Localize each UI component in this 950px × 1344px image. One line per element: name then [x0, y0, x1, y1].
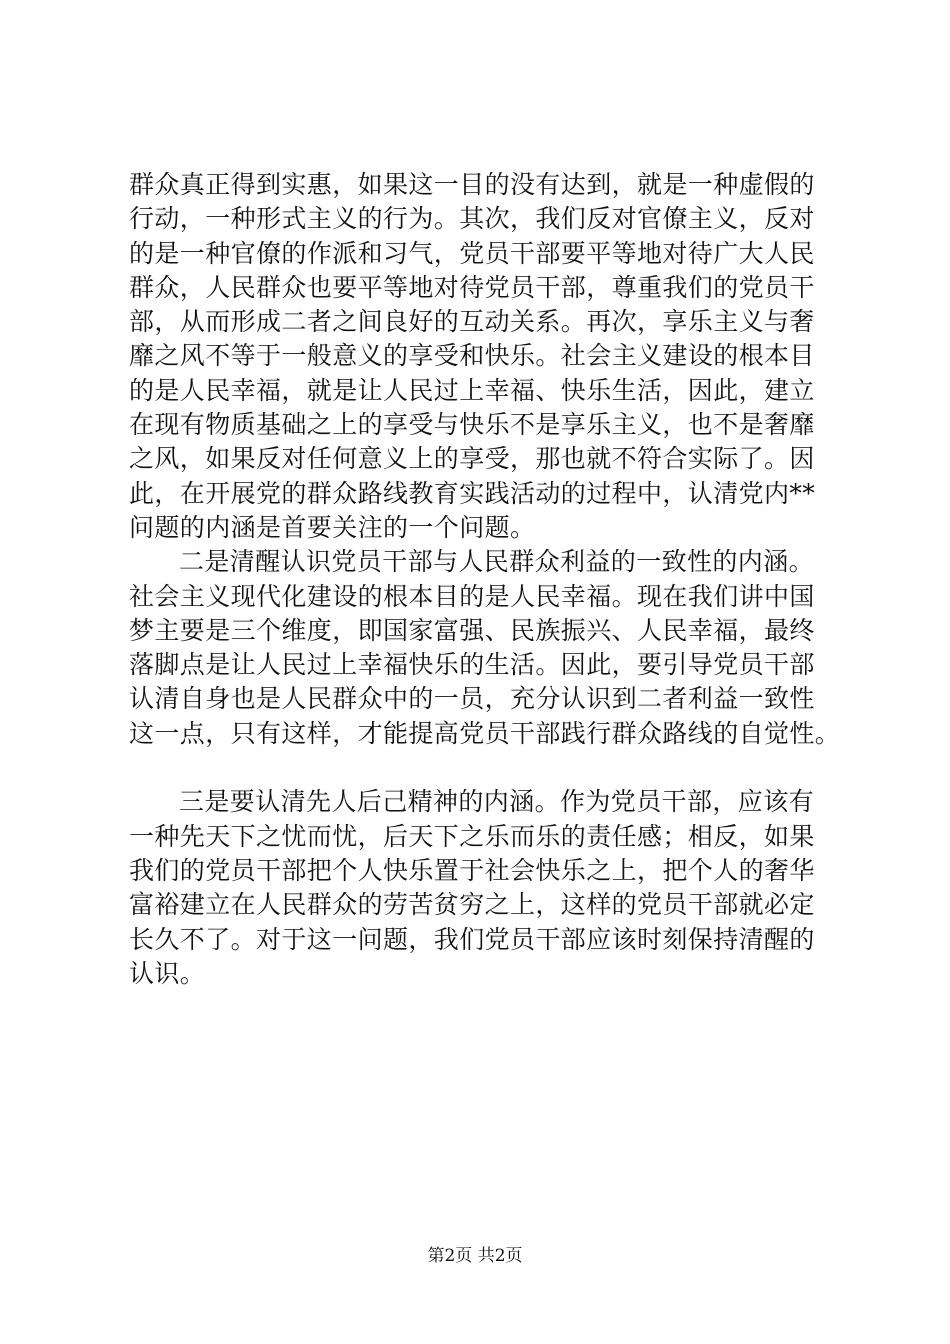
paragraph-1	[129, 168, 835, 545]
text-line: 的是人民幸福，就是让人民过上幸福、快乐生活，因此，建立	[129, 375, 815, 405]
text-line: 群众，人民群众也要平等地对待党员干部，尊重我们的党员干	[129, 272, 815, 302]
text-line: 问题的内涵是首要关注的一个问题。	[129, 512, 536, 542]
text-line: 靡之风不等于一般意义的享受和快乐。社会主义建设的根本目	[129, 341, 815, 371]
text-line: 群众真正得到实惠，如果这一目的没有达到，就是一种虚假的	[129, 170, 815, 199]
text-line: 认识。	[129, 958, 206, 988]
paragraph-2	[129, 545, 841, 751]
text-line: 这一点，只有这样，才能提高党员干部践行群众路线的自觉性。	[129, 718, 841, 748]
paragraph-spacer	[129, 751, 835, 785]
text-line: 认清自身也是人民群众中的一员，充分认识到二者利益一致性	[129, 684, 815, 714]
paragraph-3	[129, 785, 835, 991]
text-line: 二是清醒认识党员干部与人民群众利益的一致性的内涵。	[179, 547, 815, 577]
text-line: 在现有物质基础之上的享受与快乐不是享乐主义，也不是奢靡	[129, 410, 815, 440]
text-line: 行动，一种形式主义的行为。其次，我们反对官僚主义，反对	[129, 204, 815, 234]
text-line: 社会主义现代化建设的根本目的是人民幸福。现在我们讲中国	[129, 581, 815, 611]
text-line: 落脚点是让人民过上幸福快乐的生活。因此，要引导党员干部	[129, 650, 815, 680]
text-line: 我们的党员干部把个人快乐置于社会快乐之上，把个人的奢华	[129, 855, 815, 885]
text-line: 此，在开展党的群众路线教育实践活动的过程中，认清党内**	[129, 478, 816, 508]
text-line: 部，从而形成二者之间良好的互动关系。再次，享乐主义与奢	[129, 307, 815, 337]
page-footer: 第2页 共2页	[427, 1246, 523, 1266]
text-line: 梦主要是三个维度，即国家富强、民族振兴、人民幸福，最终	[129, 615, 815, 645]
text-line: 的是一种官僚的作派和习气，党员干部要平等地对待广大人民	[129, 238, 815, 268]
text-line: 之风，如果反对任何意义上的享受，那也就不符合实际了。因	[129, 444, 815, 474]
text-line: 三是要认清先人后己精神的内涵。作为党员干部，应该有	[179, 787, 815, 817]
text-line: 长久不了。对于这一问题，我们党员干部应该时刻保持清醒的	[129, 924, 815, 954]
document-body	[129, 168, 841, 991]
text-line: 一种先天下之忧而忧，后天下之乐而乐的责任感；相反，如果	[129, 821, 815, 851]
text-line: 富裕建立在人民群众的劳苦贫穷之上，这样的党员干部就必定	[129, 890, 815, 920]
